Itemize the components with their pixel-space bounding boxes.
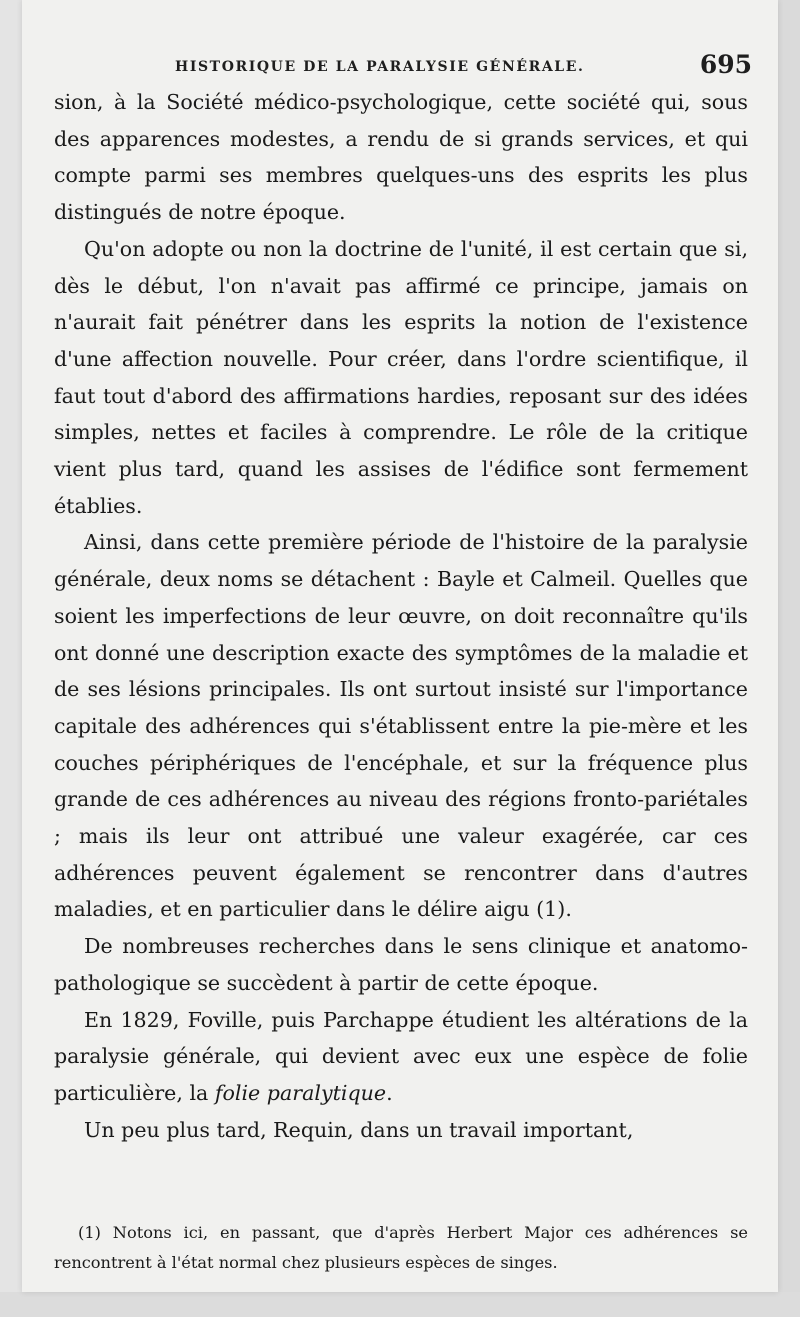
page-number: 695: [699, 50, 752, 79]
paragraph-6: Un peu plus tard, Requin, dans un travail important,: [84, 1117, 634, 1142]
page-header: [54, 44, 750, 84]
paragraph-2: Qu'on adopte ou non la doctrine de l'unité, il est certain que si, dès le début, l'on n'avait pas affirmé ce principe, jamais on n'aurait fait pénétrer dans les esprits la notion de l'existence d'une affection nouvelle. Pour créer, dans l'ordre scientifique, il faut tout d'abord des affirmations hardies, reposant sur des idées simples, nettes et faciles à comprendre. Le rôle de la critique vient plus tard, quand les assises de l'édifice sont fermement établies.: [54, 236, 748, 518]
paragraph-5-italic: folie paralytique: [214, 1080, 387, 1105]
footnotes: [54, 1218, 748, 1278]
page-edge-bottom: [0, 1292, 800, 1317]
paragraph-3: Ainsi, dans cette première période de l'histoire de la paralysie générale, deux noms se détachent : Bayle et Calmeil. Quelles que soient les imperfections de leur œuvre, on doit reconnaître qu'ils ont donné une description exacte des symptômes de la maladie et de ses lésions principales. Ils ont surtout insisté sur l'importance capitale des adhérences qui s'établissent entre la pie-mère et les couches périphériques de l'encéphale, et sur la fréquence plus grande de ces adhérences au niveau des régions fronto-pariétales ; mais ils leur ont attribué une valeur exagérée, car ces adhérences peuvent également se rencontrer dans d'autres maladies, et en particulier dans le délire aigu (1).: [54, 530, 748, 922]
running-head: HISTORIQUE DE LA PARALYSIE GÉNÉRALE.: [175, 59, 585, 75]
paragraph-5-end: .: [386, 1080, 393, 1105]
page-edge-right: [778, 0, 800, 1317]
paragraph-1: sion, à la Société médico-psychologique, cette société qui, sous des apparences modestes, a rendu de si grands services, et qui compte parmi ses membres quelques-uns des esprits les plus distingués de notre époque.: [54, 90, 748, 225]
paragraph-5-text: En 1829, Foville, puis Parchappe étudient les altérations de la paralysie générale, qui devient avec eux une espèce de folie particulière, la: [54, 1007, 748, 1105]
paragraph-4: De nombreuses recherches dans le sens clinique et anatomo-pathologique se succèdent à partir de cette époque.: [54, 934, 748, 995]
footnote-1: (1) Notons ici, en passant, que d'après Herbert Major ces adhérences se rencontrent à l'état normal chez plusieurs espèces de singes.: [54, 1223, 748, 1272]
body-text: [54, 84, 748, 1148]
paragraph-5: [54, 1002, 748, 1112]
